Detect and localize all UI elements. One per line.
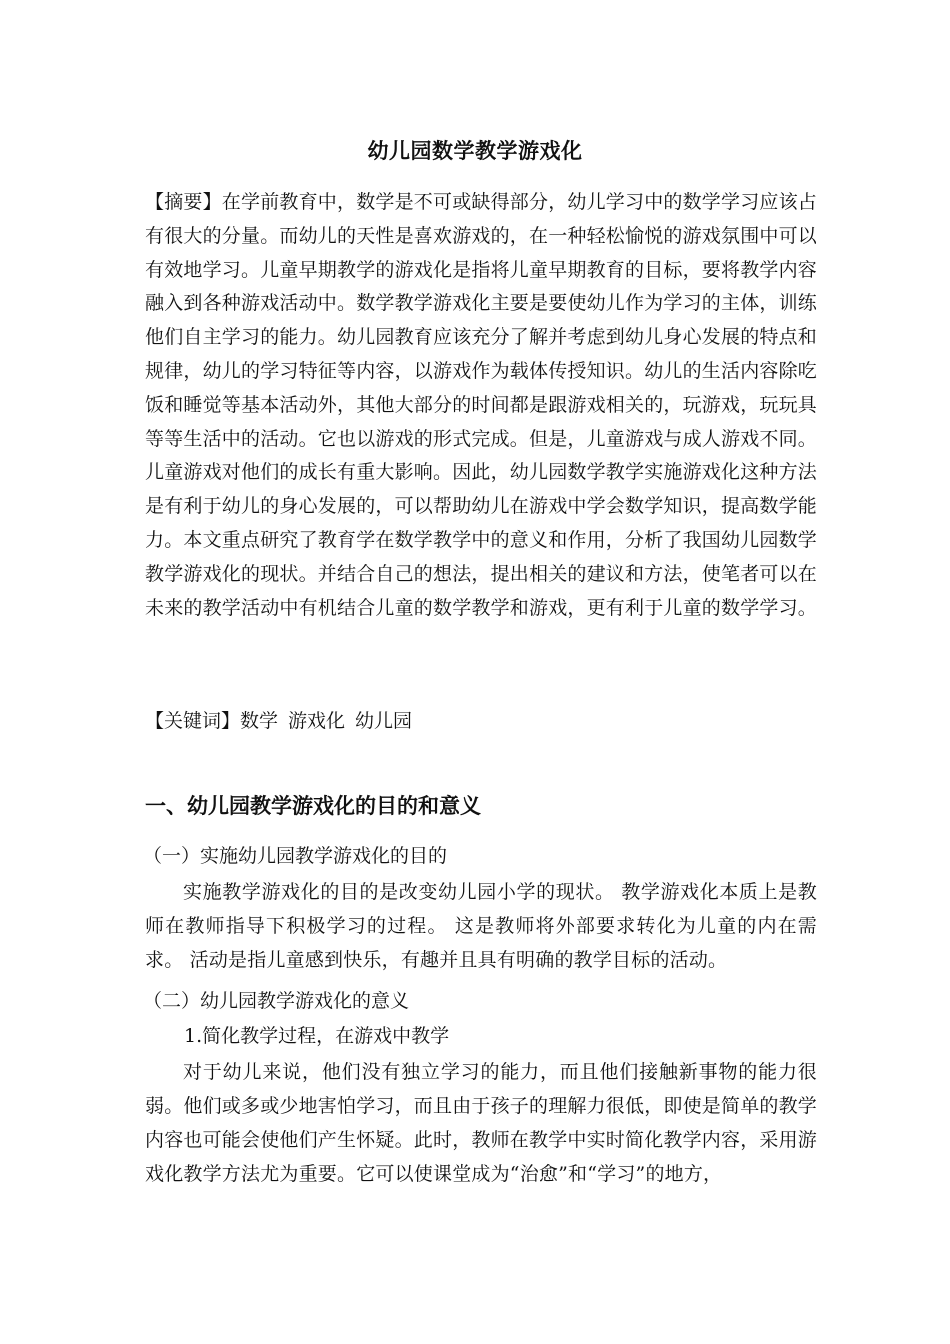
keyword-item: 数学 <box>240 710 279 732</box>
keyword-item: 幼儿园 <box>355 710 413 732</box>
body-paragraph: 对于幼儿来说，他们没有独立学习的能力，而且他们接触新事物的能力很弱。他们或多或少地害怕学习，而且由于孩子的理解力很低，即使是简单的教学内容也可能会使他们产生怀疑。此时，教师在教学中实时简化教学内容，采用游戏化教学方法尤为重要。它可以使课堂成为“治愈”和“学习”的地方， <box>145 1061 818 1185</box>
body-paragraph: 实施教学游戏化的目的是改变幼儿园小学的现状。 教学游戏化本质上是教师在教师指导下积极学习的过程。 这是教师将外部要求转化为儿童的内在需求。 活动是指儿童感到快乐，有趣并且具有明确的教学目标的活动。 <box>145 881 817 971</box>
page-title: 幼儿园数学教学游戏化 <box>367 139 583 163</box>
subsection-heading: （一）实施幼儿园教学游戏化的目的 <box>143 845 448 867</box>
subsection-heading: （二）幼儿园教学游戏化的意义 <box>143 990 410 1012</box>
section-heading: 一、幼儿园教学游戏化的目的和意义 <box>145 794 481 818</box>
item-heading: 1.简化教学过程，在游戏中教学 <box>184 1025 450 1047</box>
keywords-line <box>145 705 817 738</box>
keywords-label: 【关键词】 <box>145 710 241 732</box>
keyword-item: 游戏化 <box>288 710 346 732</box>
abstract-paragraph: 【摘要】在学前教育中，数学是不可或缺得部分，幼儿学习中的数学学习应该占有很大的分量。而幼儿的天性是喜欢游戏的，在一种轻松愉悦的游戏氛围中可以有效地学习。儿童早期教学的游戏化是指将儿童早期教育的目标，要将教学内容融入到各种游戏活动中。数学教学游戏化主要是要使幼儿作为学习的主体，训练他们自主学习的能力。幼儿园教育应该充分了解并考虑到幼儿身心发展的特点和规律，幼儿的学习特征等内容，以游戏作为载体传授知识。幼儿的生活内容除吃饭和睡觉等基本活动外，其他大部分的时间都是跟游戏相关的，玩游戏，玩玩具等等生活中的活动。它也以游戏的形式完成。但是，儿童游戏与成人游戏不同。儿童游戏对他们的成长有重大影响。因此，幼儿园数学教学实施游戏化这种方法是有利于幼儿的身心发展的，可以帮助幼儿在游戏中学会数学知识，提高数学能力。本文重点研究了教育学在数学教学中的意义和作用，分析了我国幼儿园数学教学游戏化的现状。并结合自己的想法，提出相关的建议和方法，使笔者可以在未来的教学活动中有机结合儿童的数学教学和游戏，更有利于儿童的数学学习。 <box>145 191 818 619</box>
